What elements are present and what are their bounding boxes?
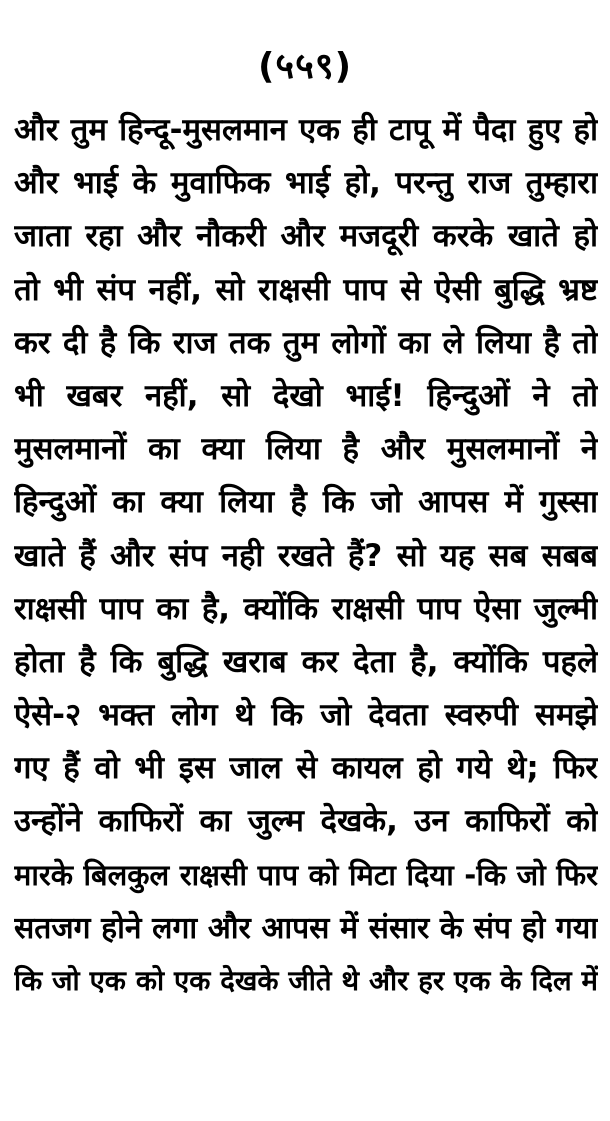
text-line: हिन्दुओं का क्या लिया है कि जो आपस में गुस्सा <box>14 484 598 521</box>
text-line: और भाई के मुवाफिक भाई हो, परन्तु राज तुम्हारा <box>14 165 598 202</box>
text-line: कर दी है कि राज तक तुम लोगों का ले लिया है तो <box>14 324 598 361</box>
text-line: मुसलमानों का क्या लिया है और मुसलमानों ने <box>14 431 598 468</box>
text-line: खाते हैं और संप नही रखते हैं? सो यह सब सबब <box>14 537 598 574</box>
text-line: ऐसे-२ भक्त लोग थे कि जो देवता स्वरुपी समझे <box>14 697 598 734</box>
text-line: होता है कि बुद्धि खराब कर देता है, क्योंकि पहले <box>14 643 598 680</box>
text-line: जाता रहा और नौकरी और मजदूरी करके खाते हो <box>14 218 598 255</box>
text-line: मारके बिलकुल राक्षसी पाप को मिटा दिया -कि जो फिर <box>14 857 598 892</box>
text-line: उन्होंने काफिरों का जुल्म देखके, उन काफिरों को <box>14 803 598 840</box>
text-line: तो भी संप नहीं, सो राक्षसी पाप से ऐसी बुद्धि भ्रष्ट <box>14 271 598 308</box>
text-line: गए हैं वो भी इस जाल से कायल हो गये थे; फिर <box>14 750 598 787</box>
text-line: भी खबर नहीं, सो देखो भाई! हिन्दुओं ने तो <box>14 377 598 414</box>
text-line: राक्षसी पाप का है, क्योंकि राक्षसी पाप ऐसा जुल्मी <box>14 590 598 627</box>
body-text <box>14 104 598 1008</box>
text-line: और तुम हिन्दू-मुसलमान एक ही टापू में पैदा हुए हो <box>14 112 598 148</box>
text-line: कि जो एक को एक देखके जीते थे और हर एक के दिल में <box>14 965 598 997</box>
page-number: (५५९) <box>257 46 353 87</box>
text-line: सतजग होने लगा और आपस में संसार के संप हो गया <box>14 910 598 946</box>
